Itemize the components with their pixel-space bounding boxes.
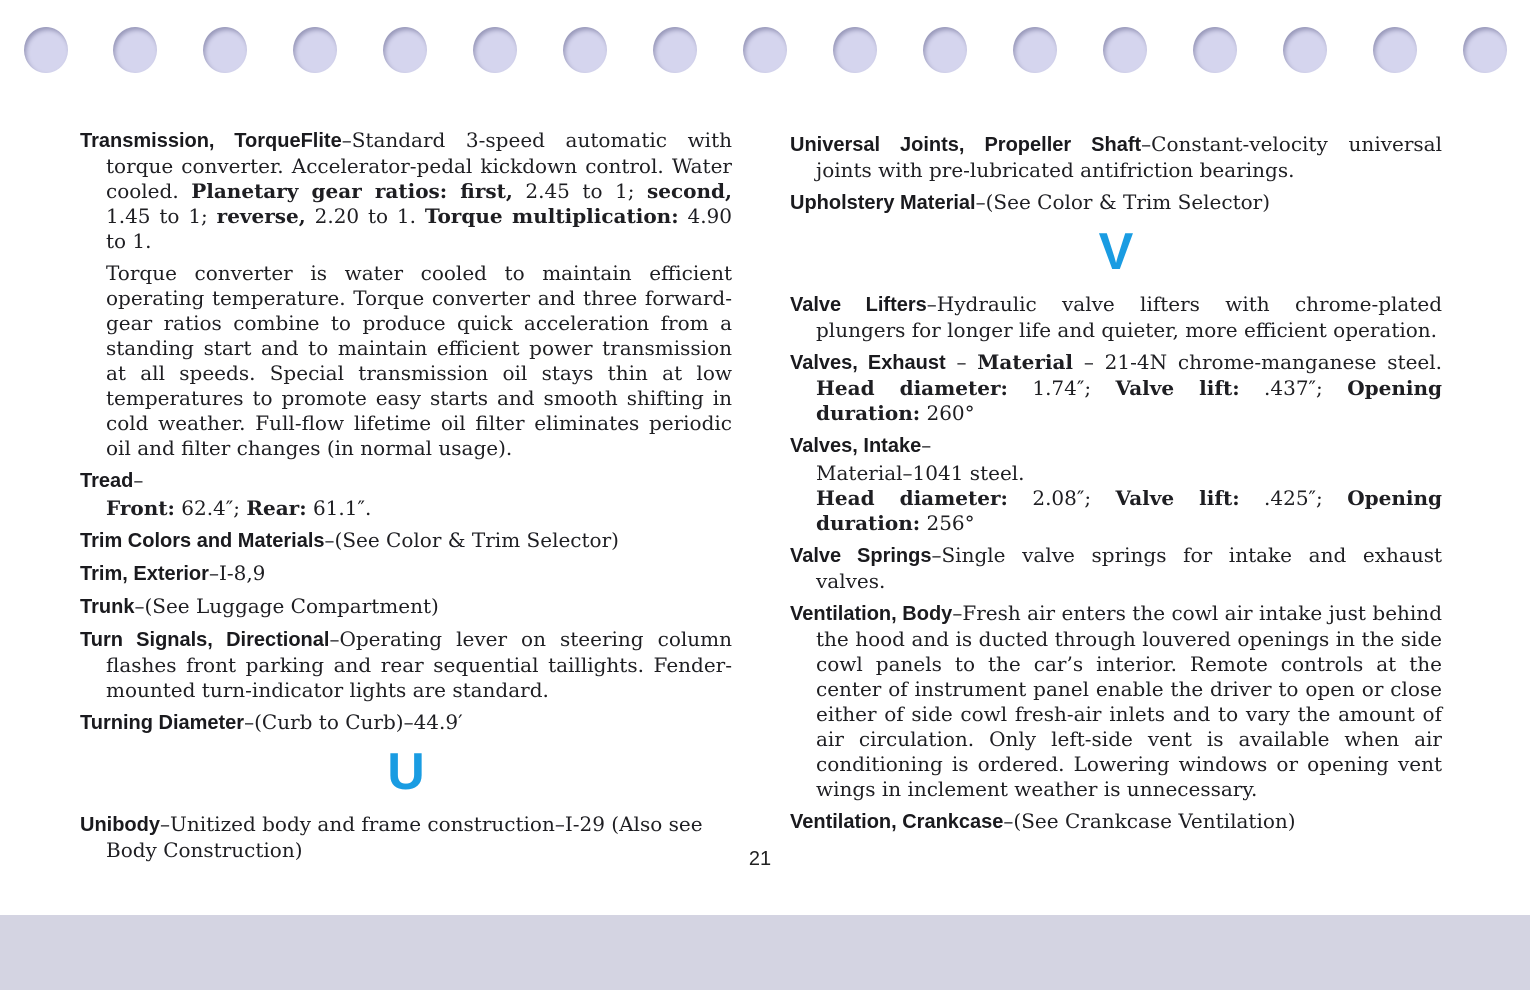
entry-term: Transmission, TorqueFlite [80,130,342,152]
entry-valves-intake-detail: Head diameter: 2.08″; Valve lift: .425″; Opening duration: 256° [816,486,1442,535]
entry-term: Trunk [80,596,135,618]
binder-hole [24,27,68,73]
binder-hole [563,27,607,73]
entry-ventilation-crankcase: Ventilation, Crankcase–(See Crankcase Ventilation) [790,809,1296,833]
binder-hole [743,27,787,73]
binder-hole [653,27,697,73]
entry-universal-joints: Universal Joints, Propeller Shaft–Constant-velocity universal joints with pre-lubricated antifriction bearings. [790,132,1442,182]
entry-term: Valve Lifters [790,294,927,316]
right-column [790,132,1442,842]
entry-turning-diameter: Turning Diameter–(Curb to Curb)–44.9′ [80,710,463,734]
entry-tread-detail: Front: 62.4″; Rear: 61.1″. [106,496,372,520]
entry-term: Valves, Exhaust [790,352,946,374]
binder-hole [1373,27,1417,73]
entry-term: Universal Joints, Propeller Shaft [790,134,1142,156]
left-column [80,128,732,870]
entry-valves-intake-material: Material–1041 steel. [816,461,1025,485]
entry-valve-springs: Valve Springs–Single valve springs for intake and exhaust valves. [790,543,1442,593]
entry-trim-colors: Trim Colors and Materials–(See Color & Trim Selector) [80,528,619,552]
entry-ventilation-body: Ventilation, Body–Fresh air enters the cowl air intake just behind the hood and is ducted through louvered openings in the side cowl panels to the car’s interior. Remote controls at the center of instrument panel enable the driver to open or close either of side cowl fresh-air inlets and to vary the amount of air circulation. Only left-side vent is available when air conditioning is ordered. Lowering windows or opening vent wings in inclement weather is unnecessary. [790,601,1442,801]
entry-unibody: Unibody–Unitized body and frame construction–I-29 (Also see Body Construction) [80,812,703,862]
entry-transmission: Transmission, TorqueFlite–Standard 3-speed automatic with torque converter. Accelerator-pedal kickdown control. Water cooled. Planetary gear ratios: first, 2.45 to 1; second, 1.45 to 1; reverse, 2.20 to 1. Torque multiplication: 4.90 to 1. [80,128,732,253]
entry-term: Unibody [80,814,160,836]
entry-term: Valve Springs [790,545,932,567]
entry-term: Turning Diameter [80,712,245,734]
entry-turn-signals: Turn Signals, Directional–Operating lever on steering column flashes front parking and rear sequential taillights. Fender-mounted turn-indicator lights are standard. [80,627,732,702]
binder-hole [1013,27,1057,73]
entry-term: Ventilation, Body [790,603,953,625]
binder-hole [1283,27,1327,73]
section-letter-u: U [387,743,425,801]
binder-hole [1193,27,1237,73]
entry-upholstery: Upholstery Material–(See Color & Trim Selector) [790,190,1271,214]
entry-valves-intake: Valves, Intake– [790,433,932,457]
entry-valves-exhaust: Valves, Exhaust – Material – 21-4N chrome-manganese steel. Head diameter: 1.74″; Valve lift: .437″; Opening duration: 260° [790,350,1442,425]
binder-hole [293,27,337,73]
entry-tread: Tread– [80,468,144,492]
page-edge-band [0,915,1530,990]
binder-hole [383,27,427,73]
entry-term: Turn Signals, Directional [80,629,330,651]
binder-hole [923,27,967,73]
section-letter-v: V [1098,223,1134,281]
binder-hole [113,27,157,73]
entry-term: Upholstery Material [790,192,976,214]
entry-trim-exterior: Trim, Exterior–I-8,9 [80,561,266,585]
entry-valve-lifters: Valve Lifters–Hydraulic valve lifters with chrome-plated plungers for longer life and quieter, more efficient operation. [790,292,1443,342]
entry-trunk: Trunk–(See Luggage Compartment) [80,594,439,618]
entry-term: Trim, Exterior [80,563,209,585]
binder-hole [473,27,517,73]
binder-hole [1463,27,1507,73]
entry-term: Tread [80,470,134,492]
entry-term: Valves, Intake [790,435,922,457]
page-number: 21 [748,848,772,870]
binder-hole [833,27,877,73]
entry-transmission-detail: Torque converter is water cooled to maintain efficient operating temperature. Torque converter and three forward-gear ratios combine to produce quick acceleration from a standing start and to maintain efficient power transmission at all speeds. Special transmission oil stays thin at low temperatures to promote easy starts and smooth shifting in cold weather. Full-flow lifetime oil filter eliminates periodic oil and filter changes (in normal usage). [106,261,732,460]
binder-holes [0,0,1530,100]
binder-hole [203,27,247,73]
binder-hole [1103,27,1147,73]
entry-term: Trim Colors and Materials [80,530,325,552]
entry-term: Ventilation, Crankcase [790,811,1004,833]
